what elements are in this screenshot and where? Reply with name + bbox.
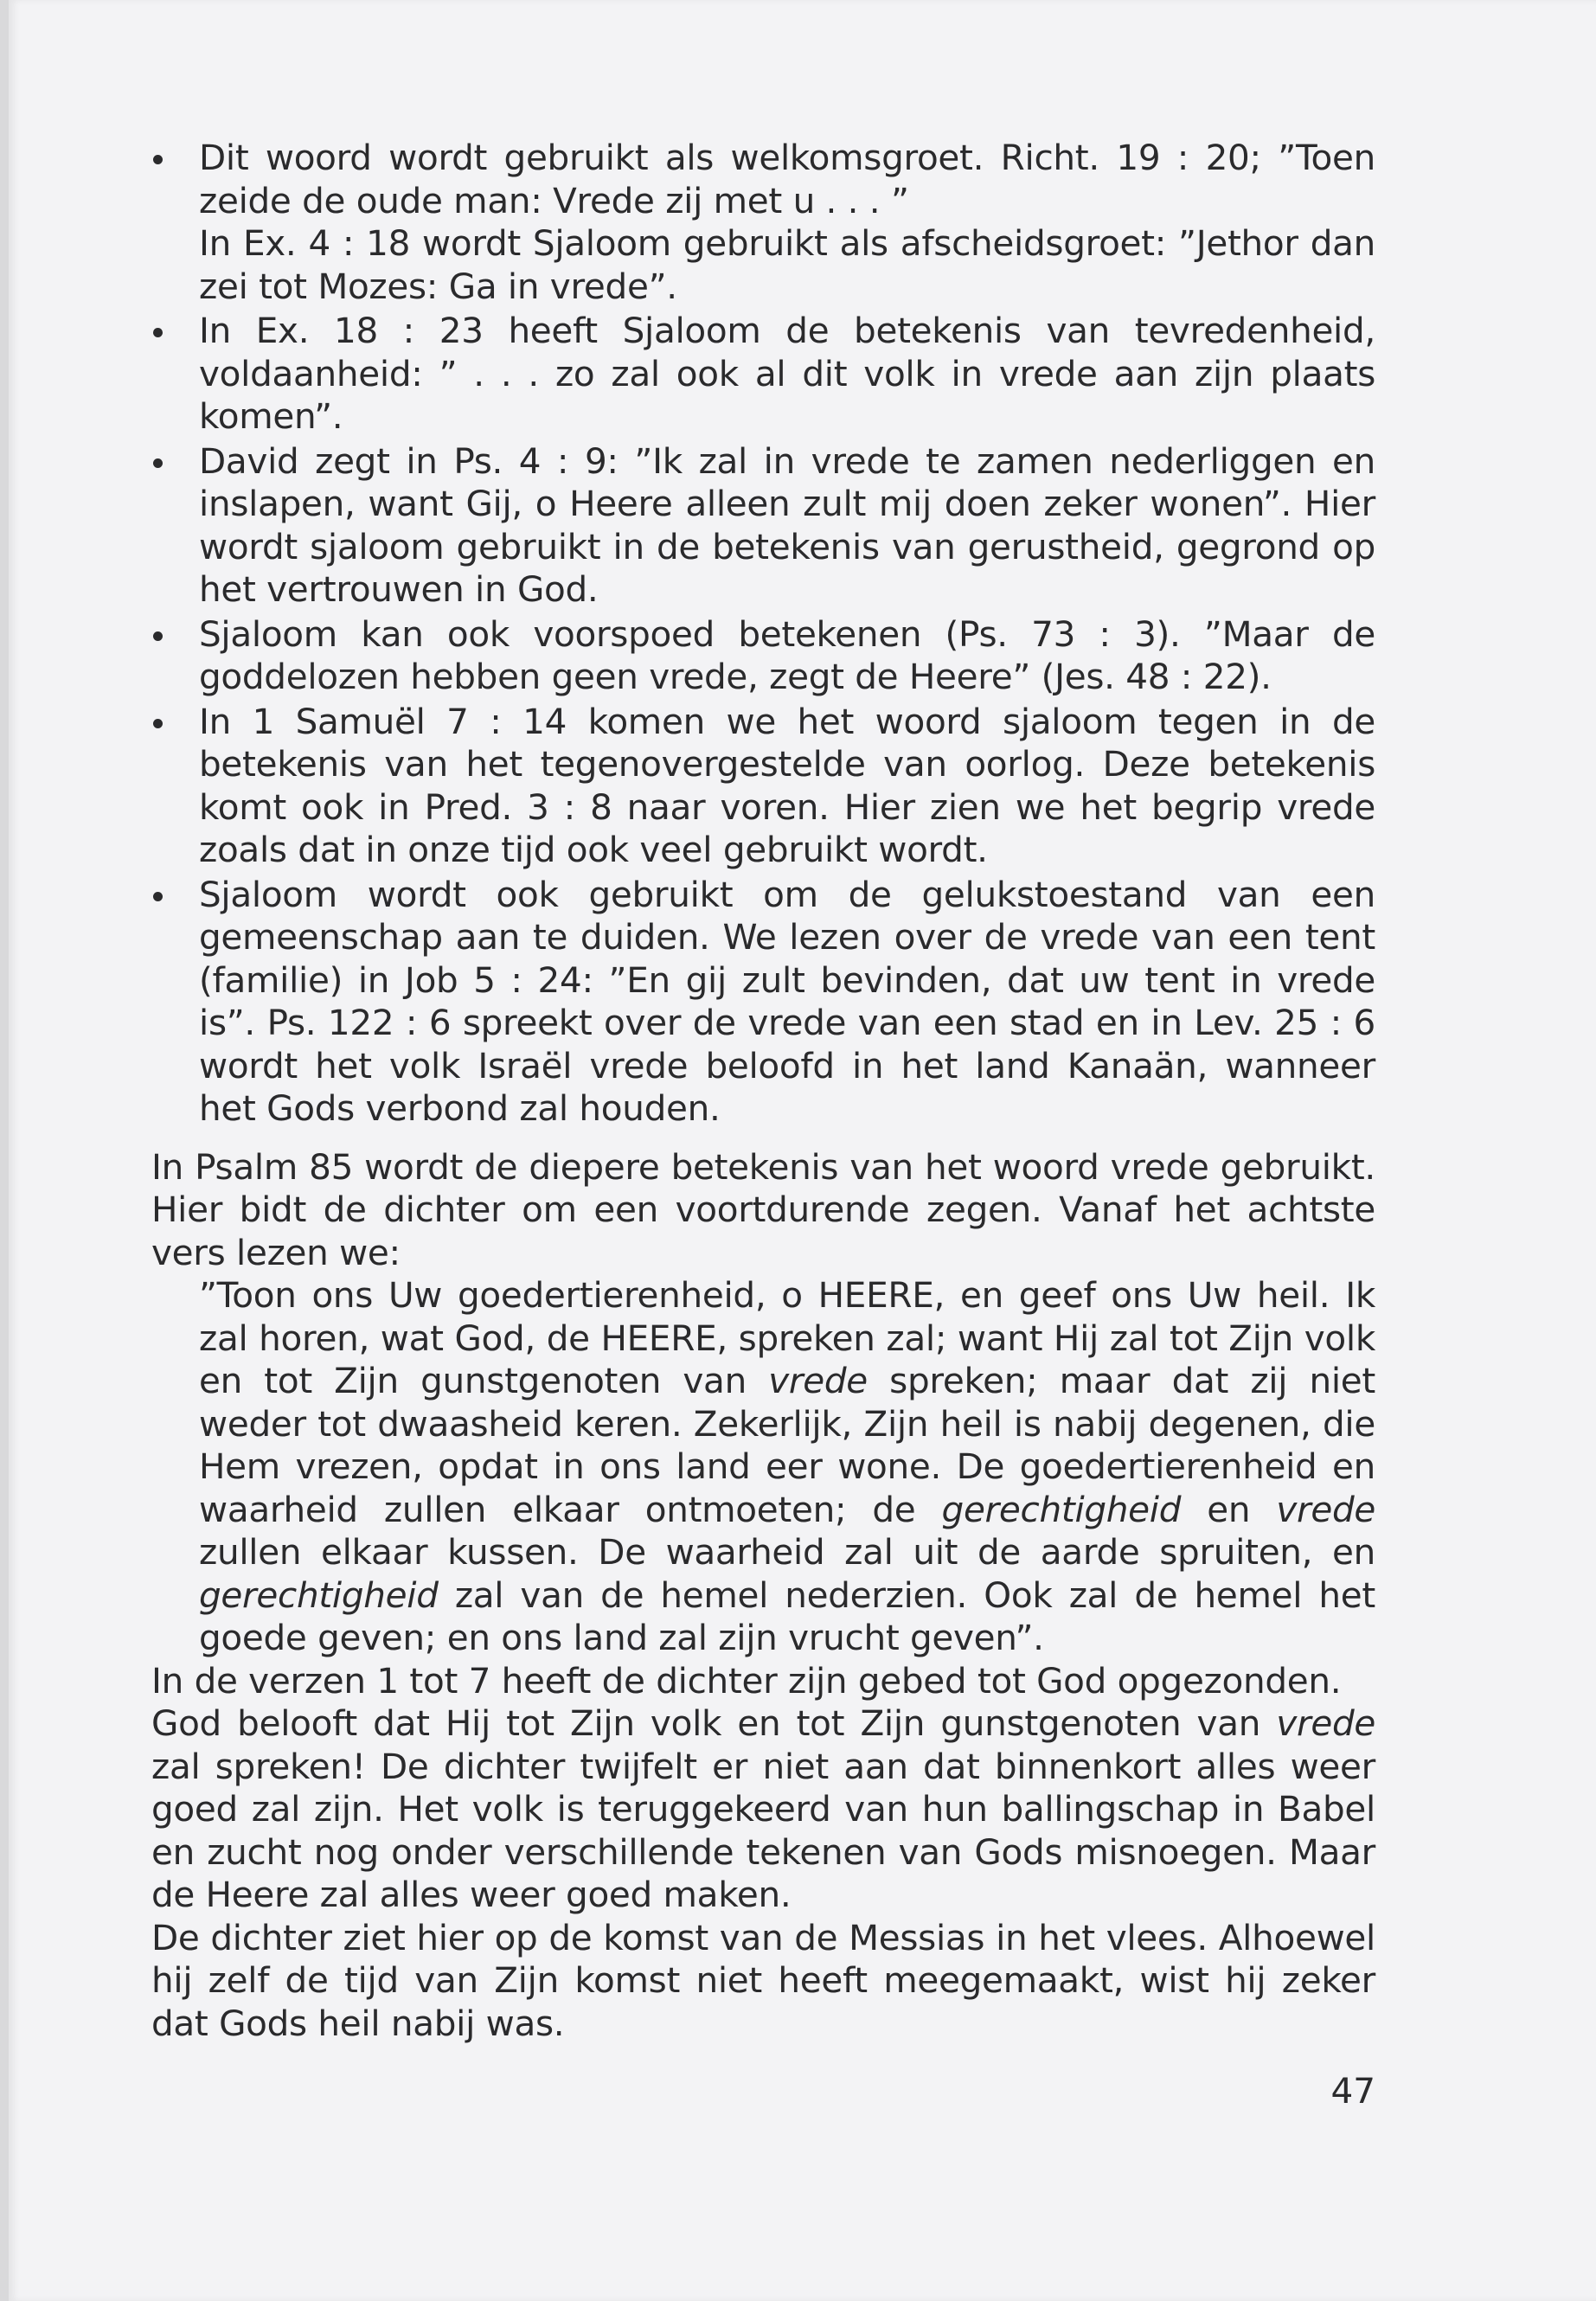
quote-emphasis: gerechtigheid [941, 1488, 1182, 1530]
page-body [151, 137, 1375, 2045]
list-item [151, 701, 1375, 872]
promise-emphasis: vrede [1276, 1702, 1375, 1744]
promise-text: God belooft dat Hij tot Zijn volk en tot Zijn gunstgenoten van [151, 1702, 1277, 1744]
bullet-text: David zegt in Ps. 4 : 9: ”Ik zal in vrede te zamen nederliggen en inslapen, want Gij, o Heere alleen zult mij doen zeker wonen”. Hier wordt sjaloom gebruikt in de betekenis van gerustheid, gegrond op het vertrouwen in God. [199, 439, 1375, 610]
bullet-text: In Ex. 18 : 23 heeft Sjaloom de betekenis van tevredenheid, voldaanheid: ” . . . zo zal ook al dit volk in vrede aan zijn plaats komen”. [199, 310, 1375, 437]
quote-text: ”Toon ons Uw goedertierenheid, o HEERE, en geef ons Uw heil. Ik zal horen, wat God, de HEERE, spreken zal; want Hij zal tot Zijn volk en tot Zijn gunstgenoten van [199, 1274, 1375, 1401]
quote-emphasis: vrede [768, 1360, 868, 1401]
bullet-dot-icon [153, 719, 163, 728]
list-item [151, 310, 1375, 439]
bullet-dot-icon [153, 155, 163, 164]
bullet-text: In Ex. 4 : 18 wordt Sjaloom gebruikt als afscheidsgroet: ”Jethor dan zei tot Mozes: Ga in vrede”. [199, 222, 1375, 307]
quote-emphasis: gerechtigheid [199, 1574, 439, 1616]
closing-paragraph: De dichter ziet hier op de komst van de Messias in het vlees. Alhoewel hij zelf de tijd van Zijn komst niet heeft meegemaakt, wist hij zeker dat Gods heil nabij was. [151, 1916, 1375, 2044]
bullet-dot-icon [153, 458, 163, 468]
psalm-intro-paragraph: In Psalm 85 wordt de diepere betekenis van het woord vrede gebruikt. Hier bidt de dichter om een voortdurende zegen. Vanaf het achtste vers lezen we: [151, 1145, 1375, 1273]
page [9, 0, 1596, 2301]
quote-text: zullen elkaar kussen. De waarheid zal uit de aarde spruiten, en [199, 1531, 1375, 1573]
bullet-text: In 1 Samuël 7 : 14 komen we het woord sjaloom tegen in de betekenis van het tegenovergestelde van oorlog. Deze betekenis komt ook in Pred. 3 : 8 naar voren. Hier zien we het begrip vrede zoals dat in onze tijd ook veel gebruikt wordt. [199, 700, 1375, 870]
promise-paragraph [151, 1702, 1375, 1917]
quote-text: spreken; maar dat zij niet weder tot dwaasheid keren. Zekerlijk, Zijn heil is nabij degenen, die Hem vrezen, opdat in ons land eer wone. De goedertierenheid en waarheid zullen elkaar ontmoeten; de [199, 1360, 1375, 1530]
bullet-dot-icon [153, 328, 163, 337]
bullet-dot-icon [153, 892, 163, 901]
quote-text: en [1181, 1488, 1277, 1530]
list-item [151, 440, 1375, 612]
verses-paragraph: In de verzen 1 tot 7 heeft de dichter zijn gebed tot God opgezonden. [151, 1659, 1342, 1702]
list-item [151, 874, 1375, 1131]
bullet-text: Sjaloom kan ook voorspoed betekenen (Ps. 73 : 3). ”Maar de goddelozen hebben geen vrede, zegt de Heere” (Jes. 48 : 22). [199, 612, 1375, 697]
bullet-text: Dit woord wordt gebruikt als welkomsgroet. Richt. 19 : 20; ”Toen zeide de oude man: Vrede zij met u . . . ” [199, 137, 1375, 221]
promise-text: zal spreken! De dichter twijfelt er niet aan dat binnenkort alles weer goed zal zijn. Het volk is teruggekeerd van hun ballingschap in Babel en zucht nog onder verschillende tekenen van Gods misnoegen. Maar de Heere zal alles weer goed maken. [151, 1745, 1375, 1915]
list-item [151, 613, 1375, 699]
list-item [151, 137, 1375, 308]
page-number: 47 [1330, 2070, 1375, 2112]
bullet-list [151, 137, 1375, 1131]
bullet-dot-icon [153, 631, 163, 641]
psalm-quote [199, 1274, 1375, 1660]
quote-text: zal van de hemel nederzien. Ook zal de hemel het goede geven; en ons land zal zijn vrucht geven”. [199, 1574, 1375, 1658]
quote-emphasis: vrede [1276, 1488, 1375, 1530]
bullet-text: Sjaloom wordt ook gebruikt om de gelukstoestand van een gemeenschap aan te duiden. We lezen over de vrede van een tent (familie) in Job 5 : 24: ”En gij zult bevinden, dat uw tent in vrede is”. Ps. 122 : 6 spreekt over de vrede van een stad en in Lev. 25 : 6 wordt het volk Israël vrede beloofd in het land Kanaän, wanneer het Gods verbond zal houden. [199, 873, 1375, 1129]
